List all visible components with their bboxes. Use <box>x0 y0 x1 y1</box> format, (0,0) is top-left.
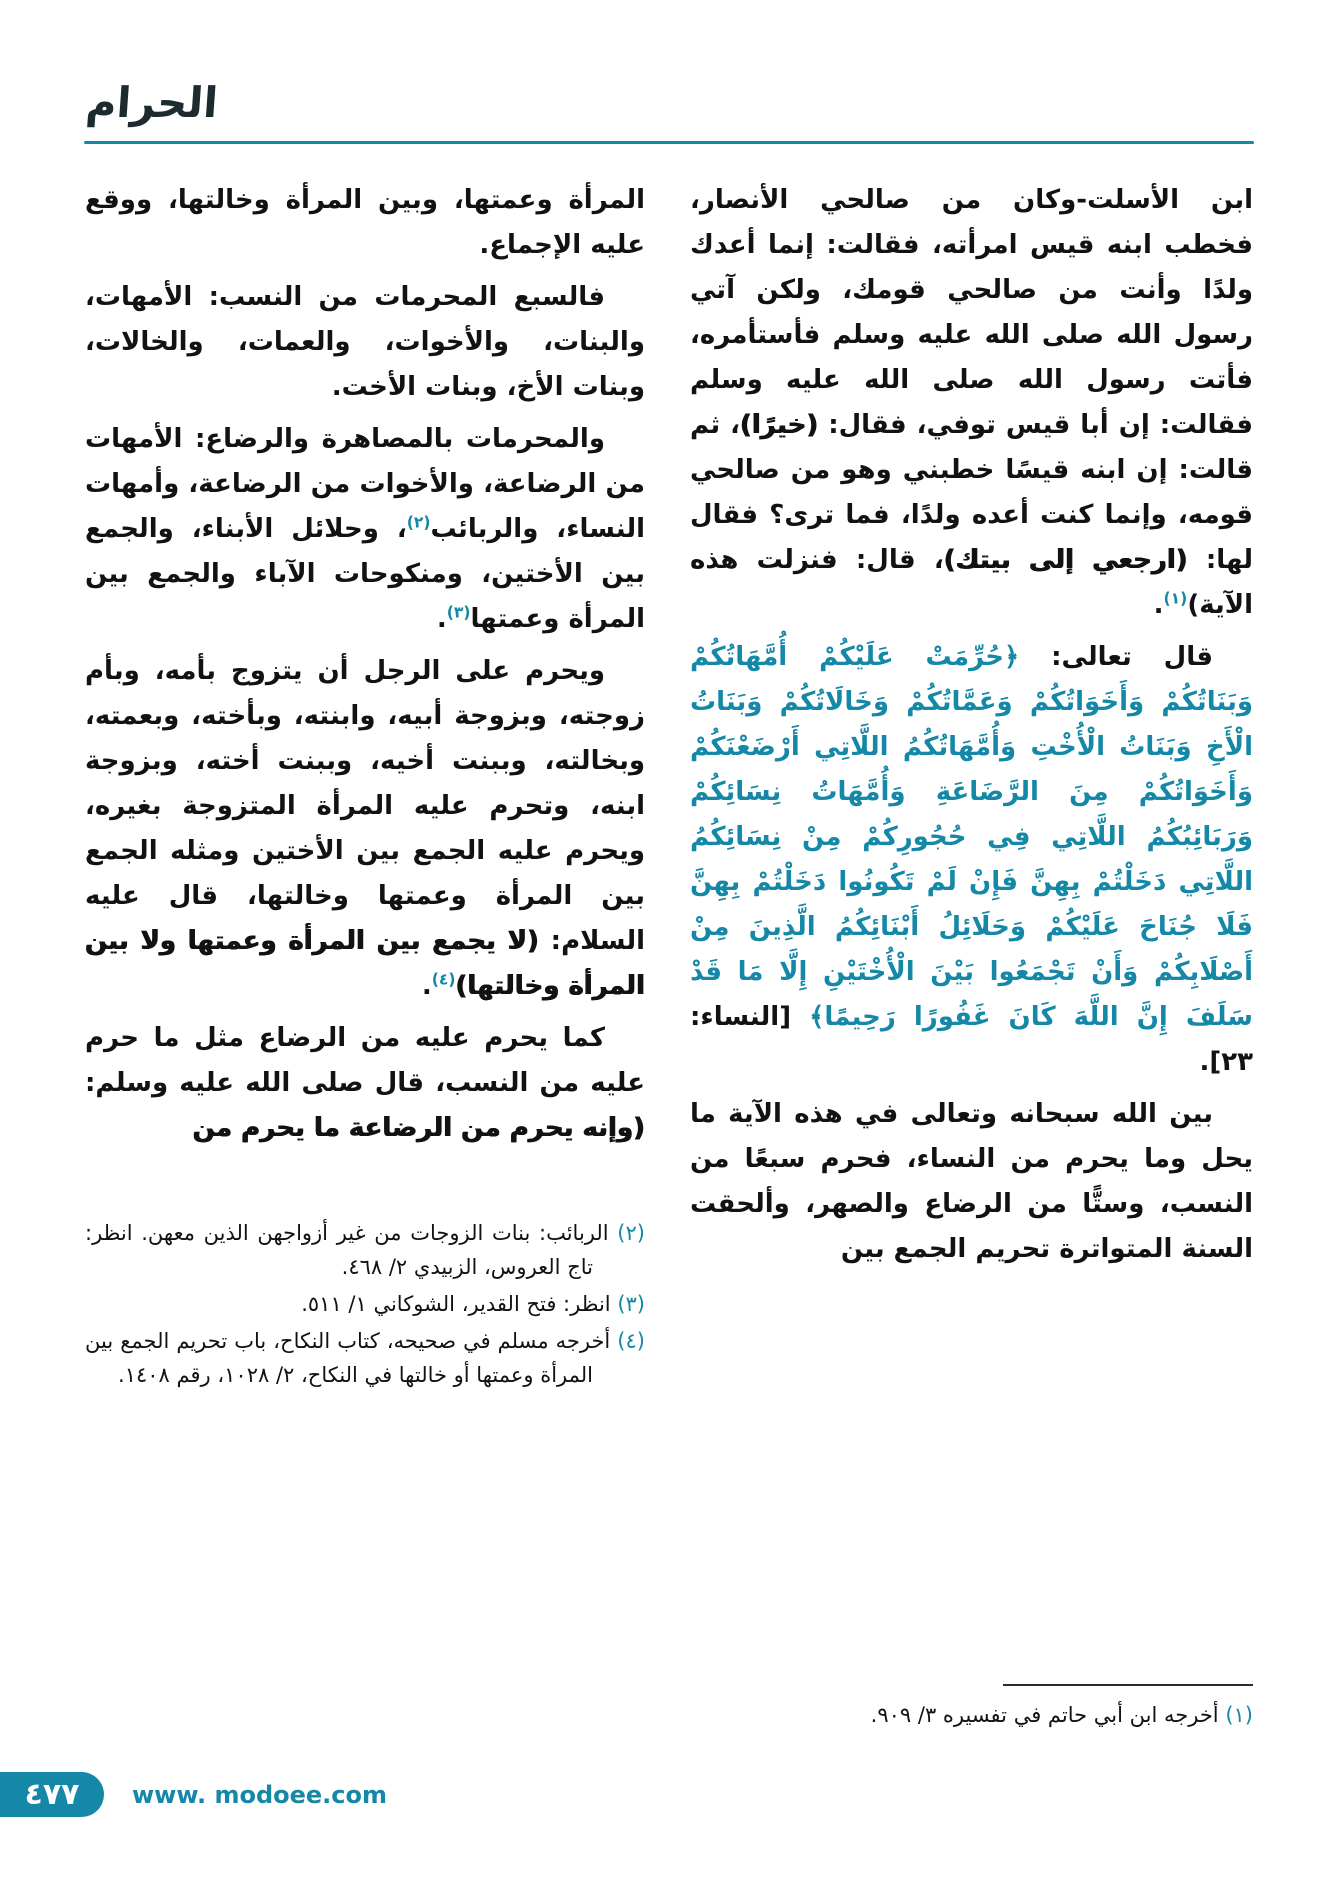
footnote-ref-4: (٤) <box>431 970 456 989</box>
text-segment: الربائب: بنات الزوجات من غير أزواجهن الذين معهن. انظر: تاج العروس، الزبيدي ٢/ ٤٦٨. <box>85 1221 609 1279</box>
paragraph-explanation <box>690 1092 1253 1272</box>
text-segment: . <box>1153 590 1164 620</box>
footnote-4 <box>85 1324 645 1392</box>
footnote-2 <box>85 1216 645 1284</box>
text-segment: . <box>436 604 447 634</box>
text-segment: أخرجه مسلم في صحيحه، كتاب النكاح، باب تحريم الجمع بين المرأة وعمتها أو خالتها في النكاح، ٢/ ١٠٢٨، رقم ١٤٠٨. <box>85 1329 611 1387</box>
text-segment: بين الله سبحانه وتعالى في هذه الآية ما يحل وما يحرم من النساء، فحرم سبعًا من النسب، وستًّا من الرضاع والصهر، وألحقت السنة المتواترة تحريم الجمع بين <box>690 1099 1253 1264</box>
footnote-ref-1: (١) <box>1163 589 1188 608</box>
page-number-badge <box>0 1772 104 1817</box>
text-segment: ، وحلائل الأبناء، والجمع بين الأختين، ومنكوحات الآباء والجمع بين المرأة وعمتها <box>85 514 645 634</box>
text-segment: (وإنه يحرم من الرضاعة ما يحرم من <box>192 1113 645 1143</box>
text-segment: . <box>421 971 432 1001</box>
footnote-number: (٤) <box>610 1329 645 1353</box>
footnote-number: (٣) <box>610 1292 645 1316</box>
text-segment: أخرجه ابن أبي حاتم في تفسيره ٣/ ٩٠٩. <box>870 1703 1219 1727</box>
footnote-1 <box>690 1698 1253 1732</box>
text-segment: والمحرمات بالمصاهرة والرضاع: الأمهات من الرضاعة، والأخوات من الرضاعة، وأمهات النساء، والربائب <box>85 424 645 544</box>
text-segment: [النساء: ٢٣]. <box>690 1002 1253 1077</box>
column-left <box>85 178 645 1158</box>
paragraph-story <box>690 178 1253 628</box>
text-segment: فالسبع المحرمات من النسب: الأمهات، والبنات، والأخوات، والعمات، والخالات، وبنات الأخ، وبنات الأخت. <box>85 282 645 402</box>
text-segment: ويحرم على الرجل أن يتزوج بأمه، وبأم زوجته، وبزوجة أبيه، وابنته، وبأخته، وبعمته، وبخالته، وببنت أخيه، وببنت أخته، وبزوجة ابنه، وتحرم عليه المرأة المتزوجة بغيره، ويحرم عليه الجمع بين الأختين ومثله الجمع بين المرأة وعمتها وخالتها، قال عليه السلام: <box>85 656 645 956</box>
column-right <box>690 178 1253 1279</box>
paragraph-inlaw-prohibitions <box>85 417 645 642</box>
header-rule <box>84 141 1254 144</box>
chapter-title-calligraphy: الحرام <box>84 78 220 127</box>
footnote-3 <box>85 1287 645 1321</box>
website-url[interactable]: www. modoee.com <box>132 1781 388 1809</box>
footnote-separator <box>1003 1684 1253 1686</box>
paragraph-man-prohibitions <box>85 649 645 1009</box>
paragraph-seven-prohibited <box>85 275 645 410</box>
paragraph-breastfeeding <box>85 1016 645 1151</box>
paragraph-continuation <box>85 178 645 268</box>
text-segment: (خيرًا) <box>740 410 819 440</box>
text-segment: كما يحرم عليه من الرضاع مثل ما حرم عليه من النسب، قال صلى الله عليه وسلم: <box>85 1023 645 1098</box>
paragraph-quran-verse <box>690 635 1253 1085</box>
text-segment: ، ثم قالت: إن ابنه قيسًا خطبني وهو من صالحي قومه، وإنما كنت أعده ولدًا، فما ترى؟ فقال لها: <box>690 410 1253 575</box>
text-segment: (لا يجمع بين المرأة وعمتها ولا بين المرأة وخالتها) <box>85 926 645 1001</box>
text-segment: ابن الأسلت-وكان من صالحي الأنصار، فخطب ابنه قيس امرأته، فقالت: إنما أعدك ولدًا وأنت من صالحي قومك، ولكن آتي رسول الله صلى الله عليه وسلم فأستأمره، فأتت رسول الله صلى الله عليه وسلم فقالت: إن أبا قيس توفي، فقال: <box>690 185 1253 440</box>
footnotes-block <box>85 1216 645 1395</box>
text-segment: انظر: فتح القدير، الشوكاني ١/ ٥١١. <box>301 1292 611 1316</box>
page-number: ٤٧٧ <box>24 1777 80 1812</box>
text-segment: ، قال: فنزلت هذه الآية) <box>690 545 1253 620</box>
text-segment: المرأة وعمتها، وبين المرأة وخالتها، ووقع عليه الإجماع. <box>85 185 645 260</box>
footnote-ref-2: (٢) <box>406 513 431 532</box>
footnote-ref-3: (٣) <box>446 603 471 622</box>
footnote-number: (١) <box>1218 1703 1253 1727</box>
text-segment: (ارجعي إلى بيتك) <box>943 545 1188 575</box>
quran-verse: ﴿حُرِّمَتْ عَلَيْكُمْ أُمَّهَاتُكُمْ وَبَنَاتُكُمْ وَأَخَوَاتُكُمْ وَعَمَّاتُكُمْ وَخَالَاتُكُمْ وَبَنَاتُ الْأَخِ وَبَنَاتُ الْأُخْتِ وَأُمَّهَاتُكُمُ اللَّاتِي أَرْضَعْنَكُمْ وَأَخَوَاتُكُمْ مِنَ الرَّضَاعَةِ وَأُمَّهَاتُ نِسَائِكُمْ وَرَبَائِبُكُمُ اللَّاتِي فِي حُجُورِكُمْ مِنْ نِسَائِكُمُ اللَّاتِي دَخَلْتُمْ بِهِنَّ فَإِنْ لَمْ تَكُونُوا دَخَلْتُمْ بِهِنَّ فَلَا جُنَاحَ عَلَيْكُمْ وَحَلَائِلُ أَبْنَائِكُمُ الَّذِينَ مِنْ أَصْلَابِكُمْ وَأَنْ تَجْمَعُوا بَيْنَ الْأُخْتَيْنِ إِلَّا مَا قَدْ سَلَفَ إِنَّ اللَّهَ كَانَ غَفُورًا رَحِيمًا﴾ <box>690 642 1253 1032</box>
footnote-number: (٢) <box>608 1221 645 1245</box>
text-segment: قال تعالى: <box>1019 642 1213 672</box>
